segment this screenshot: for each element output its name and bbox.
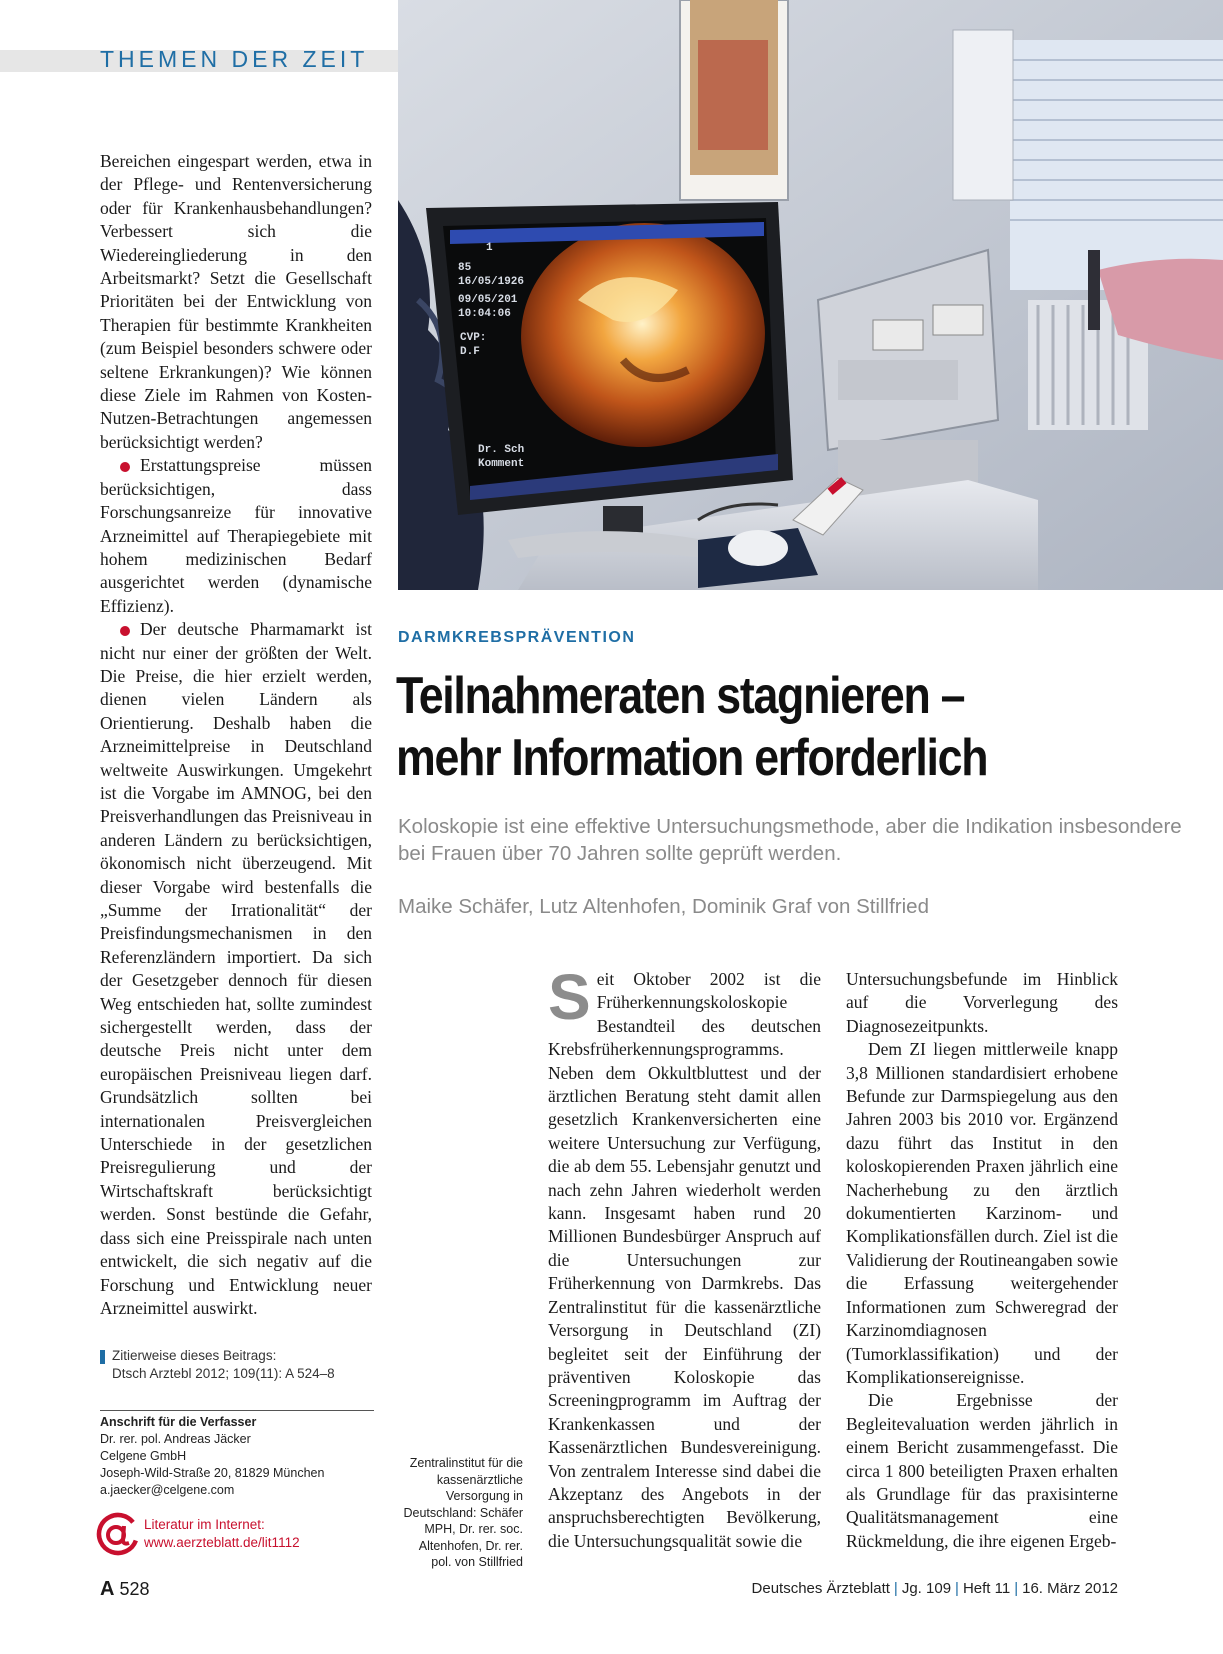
- left-column-text: [100, 150, 372, 1320]
- page-prefix: A: [100, 1578, 115, 1600]
- colonoscopy-room-photo: [398, 0, 1223, 590]
- citation-label: Zitierweise dieses Beitrags:: [112, 1348, 277, 1363]
- screen-text-4: 09/05/201: [458, 294, 518, 306]
- citation-reference: Dtsch Arztebl 2012; 109(11): A 524–8: [112, 1366, 335, 1381]
- left-bullet-1: [100, 454, 372, 618]
- page-number-value: 528: [119, 1579, 150, 1599]
- page-number: [100, 1578, 150, 1601]
- left-bullet-2: [100, 618, 372, 1320]
- article-column-1: [548, 961, 821, 1553]
- section-header: THEMEN DER ZEIT: [100, 46, 369, 72]
- screen-text-8: Dr. Sch: [478, 444, 525, 456]
- left-intro-paragraph: Bereichen eingespart werden, etwa in der Pflege- und Rentenversicherung oder für Krankenhausbehandlungen? Verbessert sich die Wiedereingliederung in den Arbeitsmarkt? Setzt die Gesellschaft Prioritäten bei der Entwicklung von Therapien für bestimmte Krankheiten (zum Beispiel besonders schwere oder seltene Erkrankungen)? Wie können diese Ziele im Rahmen von Kosten-Nutzen-Betrachtungen angemessen berücksichtigt werden?: [100, 151, 372, 452]
- article-title: [396, 665, 1101, 789]
- screen-text-1: 1: [486, 242, 493, 254]
- address-heading: Anschrift für die Verfasser: [100, 1415, 257, 1429]
- screen-text-9: Komment: [478, 458, 525, 470]
- drop-cap: S: [548, 961, 591, 1033]
- left-bullet-2-text: Der deutsche Pharmamarkt ist nicht nur einer der größten der Welt. Die Preise, die hier erzielt werden, dienen vielen Ländern als Orientierung. Deshalb haben die Arzneimittelpreise in Deutschland weltweite Auswirkungen. Umgekehrt ist die Vorgabe im AMNOG, bei den Preisverhandlungen das Preisniveau in anderen Ländern zu berücksichtigen, ökonomisch nicht überzeugend. Mit dieser Vorgabe wird bestenfalls die „Summe der Irrationalität“ der Preisfindungsmechanismen in den Referenzländern importiert. Da sich der Gesetzgeber dennoch für diesen Weg entschieden hat, sollte zumindest sichergestellt werden, dass der deutsche Preis nicht unter dem europäischen Preisniveau liegen darf. Grundsätzlich sollten bei internationalen Preisvergleichen Unterschiede in der gesetzlichen Preisregulierung und der Wirtschaftskraft berücksichtigt werden. Sonst bestünde die Gefahr, dass sich eine Preisspirale nach unten entwickelt, die sich negativ auf die Forschung und Entwicklung neuer Arzneimittel auswirkt.: [100, 619, 372, 1318]
- article-subtitle: Koloskopie ist eine effektive Untersuchungsmethode, aber die Indikation insbesondere bei Frauen über 70 Jahren sollte geprüft werden.: [398, 815, 1182, 865]
- address-name: Dr. rer. pol. Andreas Jäcker: [100, 1432, 251, 1446]
- article-photo: [398, 0, 1223, 590]
- journal-volume: Jg. 109: [901, 1580, 952, 1597]
- address-divider: [100, 1410, 374, 1411]
- left-bullet-1-text: Erstattungspreise müssen berücksichtigen, dass Forschungsanreize für innovative Arzneimittel auf Therapiegebiete mit hohem medizinischen Bedarf ausgerichtet werden (dynamische Effizienz).: [100, 455, 372, 616]
- author-address: [100, 1414, 374, 1499]
- screen-text-7: D.F: [460, 346, 480, 358]
- article-column-2: [846, 968, 1118, 1553]
- literature-link[interactable]: www.aerzteblatt.de/lit1112: [144, 1535, 300, 1550]
- address-street: Joseph-Wild-Straße 20, 81829 München: [100, 1466, 325, 1480]
- article-col2-paragraph-3: Die Ergebnisse der Begleitevaluation werden jährlich in einem Bericht zusammengefasst. Die circa 1 800 beteiligten Praxen erhalten als Grundlage für das praxisinterne Qualitätsmanagement eine Rückmeldung, die ihre eigenen Ergeb-: [846, 1390, 1118, 1551]
- address-company: Celgene GmbH: [100, 1449, 187, 1463]
- article-col2-paragraph-2: Dem ZI liegen mittlerweile knapp 3,8 Millionen standardisiert erhobene Befunde zur Darmspiegelung aus den Jahren 2003 bis 2010 vor. Ergänzend dazu führt das Institut in den koloskopierenden Praxen jährlich eine Nacherhebung zu den ärztlich dokumentierten Karzinom- und Komplikationsfällen durch. Ziel ist die Validierung der Routineangaben sowie die Erfassung weitergehender Informationen zum Schweregrad der Karzinomdiagnosen (Tumorklassifikation) und der Komplikationsereignisse.: [846, 1039, 1118, 1387]
- article-authors: Maike Schäfer, Lutz Altenhofen, Dominik Graf von Stillfried: [398, 895, 929, 918]
- screen-text-5: 10:04:06: [458, 308, 511, 320]
- literature-text: [144, 1516, 300, 1552]
- screen-text-2: 85: [458, 262, 472, 274]
- journal-issue: Heft 11: [962, 1580, 1011, 1597]
- article-col2-paragraph-1: Untersuchungsbefunde im Hinblick auf die Vorverlegung des Diagnosezeitpunkts.: [846, 969, 1118, 1036]
- screen-text-6: CVP:: [460, 332, 487, 344]
- journal-date: 16. März 2012: [1022, 1580, 1118, 1597]
- article-title-line-2: mehr Information erforderlich: [396, 729, 988, 787]
- journal-footer: Deutsches Ärzteblatt | Jg. 109 | Heft 11 | 16. März 2012: [751, 1580, 1118, 1597]
- at-sign-icon: [96, 1512, 140, 1556]
- article-title-line-1: Teilnahmeraten stagnieren –: [396, 667, 965, 725]
- citation-marker: [100, 1350, 105, 1364]
- citation-box: [100, 1347, 374, 1383]
- address-email[interactable]: a.jaecker@celgene.com: [100, 1483, 235, 1497]
- journal-name: Deutsches Ärzteblatt: [751, 1580, 890, 1597]
- author-affiliation-caption: Zentralinstitut für die kassenärztliche Versorgung in Deutschland: Schäfer MPH, Dr. rer. soc. Altenhofen, Dr. rer. pol. von Stillfried: [403, 1456, 523, 1569]
- screen-text-3: 16/05/1926: [458, 276, 525, 288]
- literature-box: [96, 1512, 386, 1562]
- article-kicker: DARMKREBSPRÄVENTION: [398, 629, 636, 646]
- article-col1-paragraph: eit Oktober 2002 ist die Früherkennungskoloskopie Bestandteil des deutschen Krebsfrüherkennungsprogramms. Neben dem Okkultbluttest und der ärztlichen Beratung steht damit allen gesetzlich Krankenversicherten eine weitere Untersuchung zur Verfügung, die ab dem 55. Lebensjahr genutzt und nach zehn Jahren wiederholt werden kann. Insgesamt haben rund 20 Millionen Bundesbürger Anspruch auf die Untersuchungen zur Früherkennung von Darmkrebs. Das Zentralinstitut für die kassenärztliche Versorgung in Deutschland (ZI) begleitet seit der Einführung der präventiven Koloskopie das Screeningprogramm im Auftrag der Krankenkassen und der Kassenärztlichen Bundesvereinigung. Von zentralem Interesse sind dabei die Akzeptanz des Angebots in der anspruchsberechtigten Bevölkerung, die Untersuchungsqualität sowie die: [548, 969, 821, 1551]
- literature-label: Literatur im Internet:: [144, 1517, 265, 1532]
